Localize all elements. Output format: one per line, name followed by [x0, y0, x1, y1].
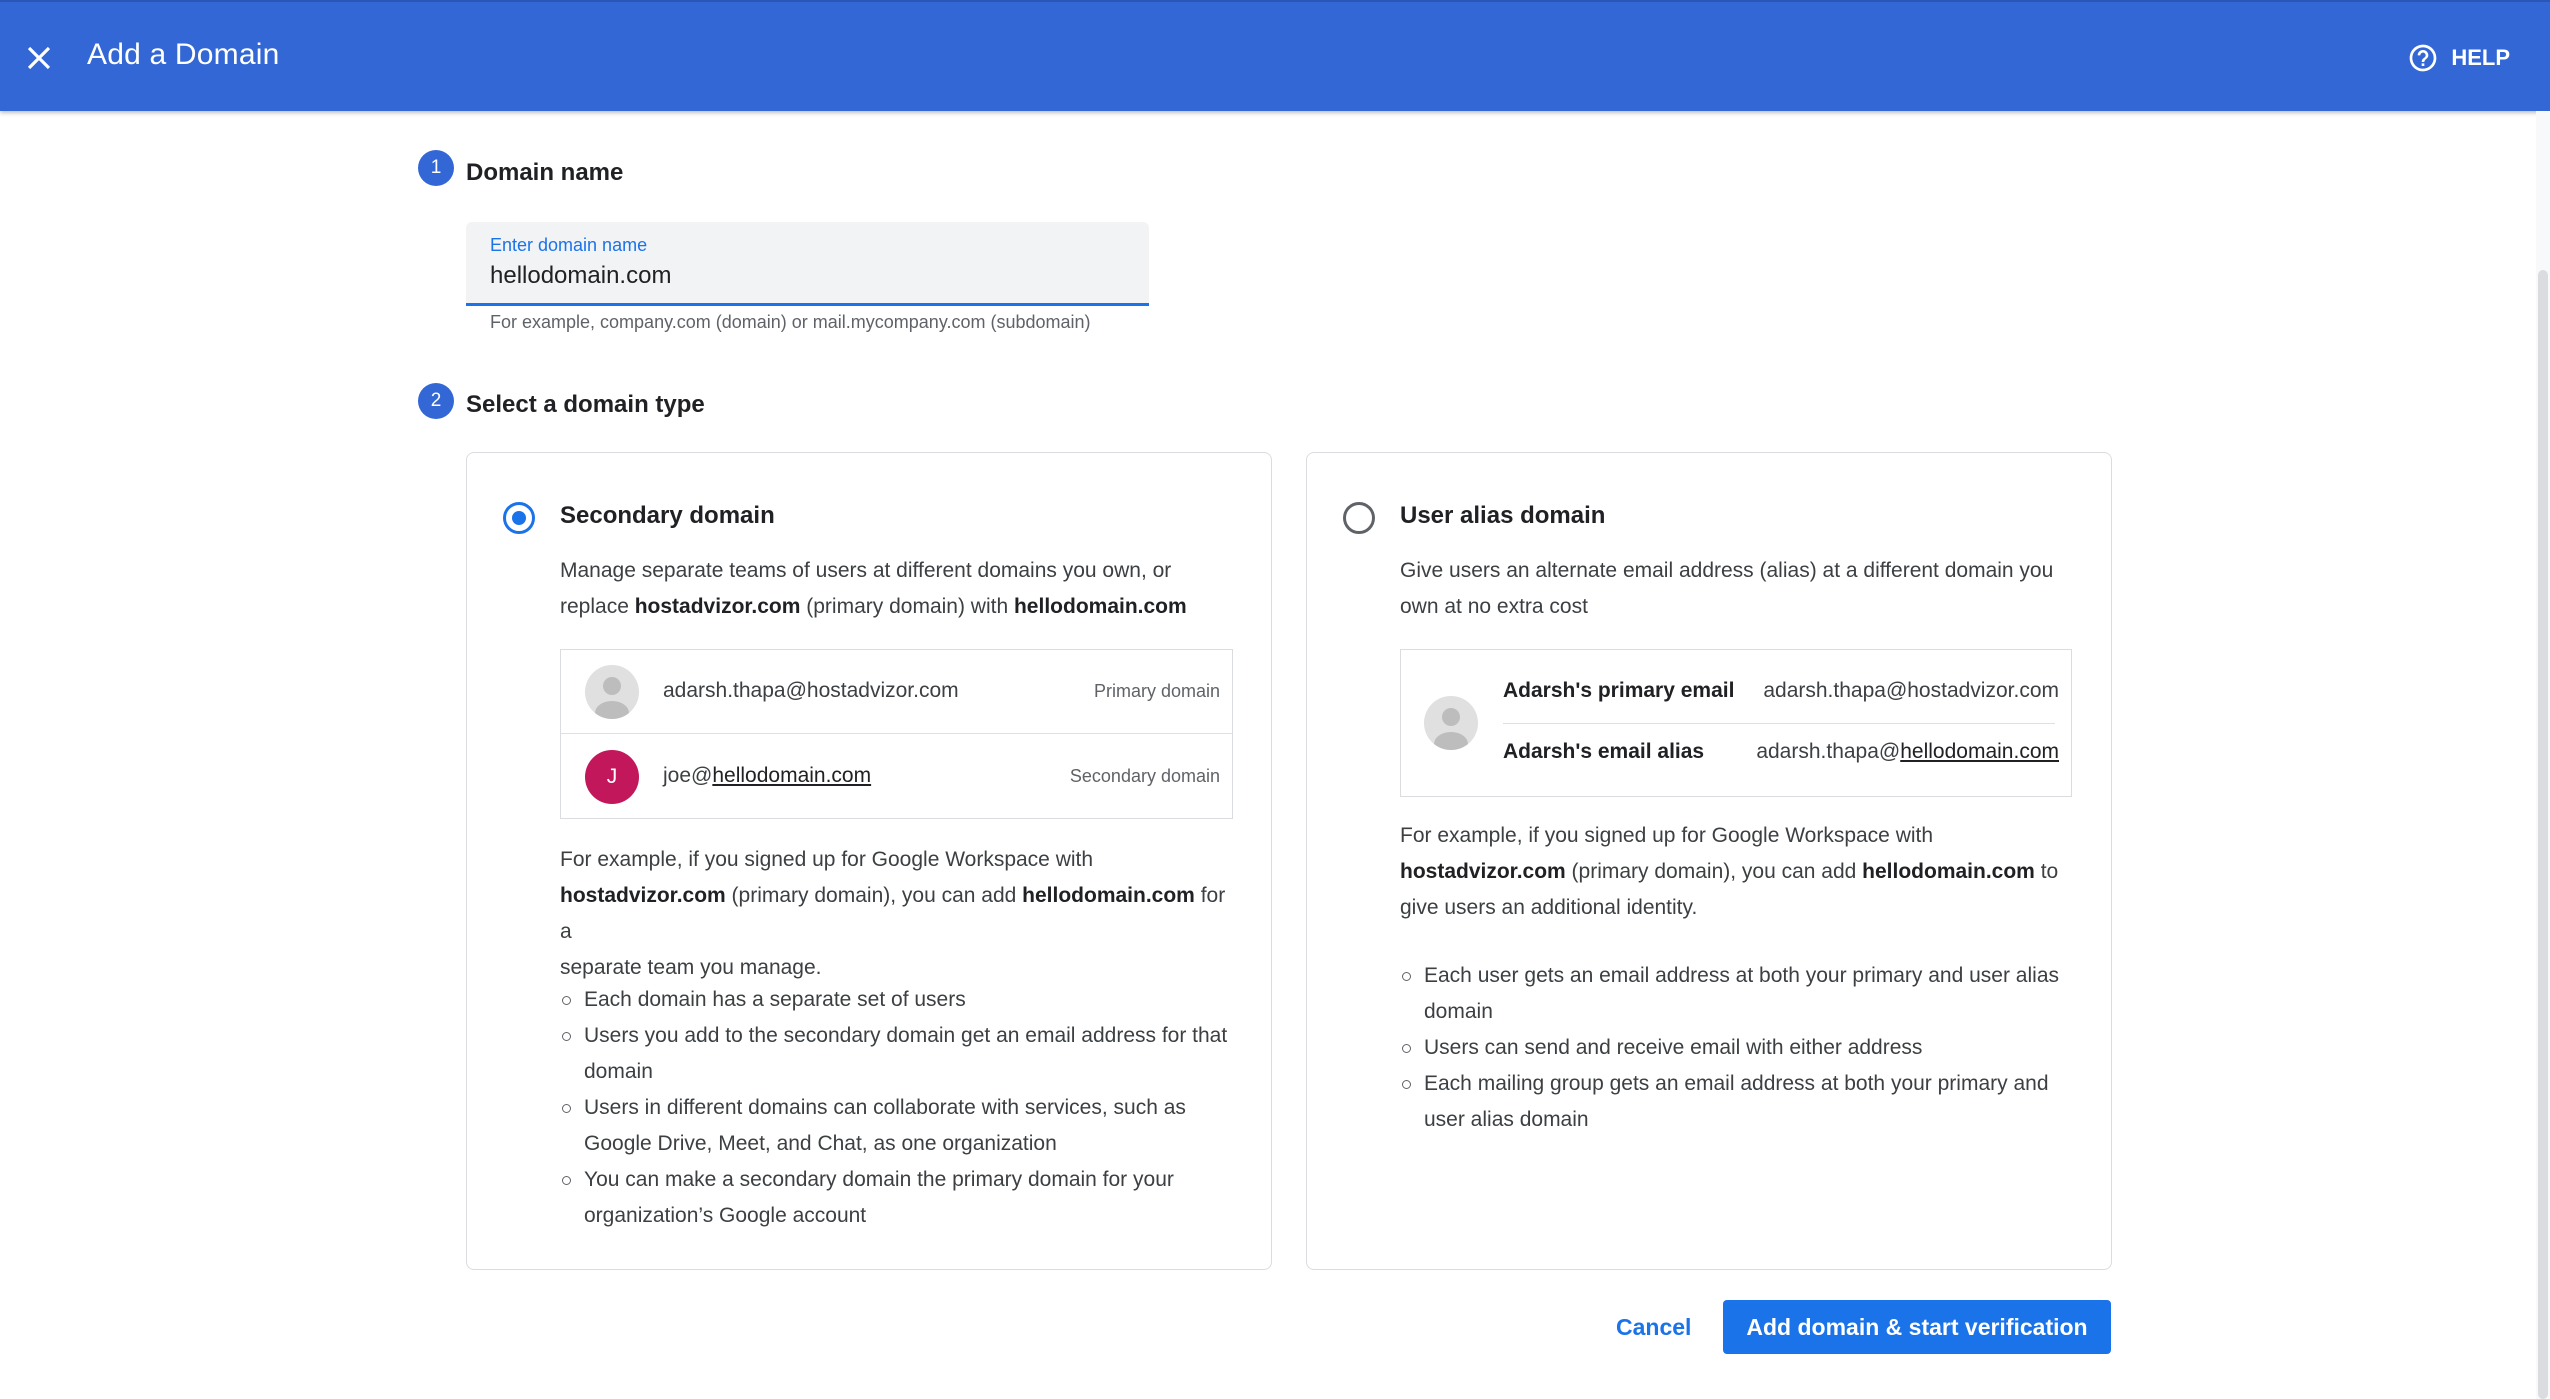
secondary-domain-title: Secondary domain [560, 502, 775, 529]
help-button[interactable] [2407, 40, 2510, 76]
user-alias-domain-title: User alias domain [1400, 502, 1606, 529]
avatar [585, 665, 639, 719]
primary-domain-tag: Primary domain [1093, 681, 1220, 701]
primary-email-label: Adarsh's primary email [1503, 679, 1735, 702]
domain-name-input[interactable] [490, 260, 1120, 292]
example-row-secondary [561, 735, 1232, 819]
user-alias-domain-radio[interactable] [1343, 502, 1375, 534]
domain-name-field[interactable] [466, 222, 1149, 306]
list-item: Users you add to the secondary domain get an email address for that domain [560, 1018, 1250, 1090]
domain-name-label: Enter domain name [490, 235, 648, 255]
example-primary-email: adarsh.thapa@hostadvizor.com [663, 679, 959, 702]
avatar-j: J [585, 750, 639, 804]
step-1-title: Domain name [466, 159, 624, 186]
secondary-domain-radio[interactable] [503, 502, 535, 534]
secondary-example-box [560, 649, 1233, 819]
close-icon [20, 39, 58, 77]
help-circle-icon [2407, 42, 2439, 74]
person-icon [1424, 696, 1478, 750]
step-2-badge: 2 [418, 383, 454, 419]
secondary-domain-tag: Secondary domain [1069, 766, 1220, 786]
help-label: HELP [2451, 45, 2510, 70]
cancel-button[interactable]: Cancel [1616, 1313, 1692, 1340]
example-secondary-email: joe@hellodomain.com [663, 764, 872, 787]
close-button[interactable] [20, 39, 58, 77]
secondary-bullet-list [560, 982, 1250, 1234]
add-domain-button[interactable]: Add domain & start verification [1723, 1300, 2111, 1354]
primary-email-value: adarsh.thapa@hostadvizor.com [1763, 679, 2059, 702]
user-alias-domain-card[interactable] [1306, 452, 2112, 1270]
secondary-example-text: For example, if you signed up for Google Workspace with hostadvizor.com (primary domain), you can add hellodomain.com for a separate team you manage. [560, 848, 1226, 979]
secondary-domain-card[interactable] [466, 452, 1272, 1270]
app-header [0, 0, 2550, 111]
divider [1503, 723, 2055, 724]
email-alias-label: Adarsh's email alias [1503, 740, 1705, 763]
scrollbar-thumb[interactable] [2538, 270, 2548, 1399]
avatar [1424, 696, 1478, 750]
list-item: You can make a secondary domain the primary domain for your organization’s Google account [560, 1162, 1250, 1234]
alias-example-text: For example, if you signed up for Google Workspace with hostadvizor.com (primary domain), you can add hellodomain.com to give users an additional identity. [1400, 824, 2059, 919]
example-row-primary [561, 650, 1232, 734]
alias-bullet-list [1400, 958, 2070, 1138]
list-item: Users can send and receive email with either address [1400, 1030, 2070, 1066]
domain-name-hint: For example, company.com (domain) or mail.mycompany.com (subdomain) [490, 312, 1091, 332]
secondary-domain-description: Manage separate teams of users at different domains you own, or replace hostadvizor.com (primary domain) with hellodomain.com [560, 559, 1187, 618]
list-item: Each mailing group gets an email address at both your primary and user alias domain [1400, 1066, 2070, 1138]
user-alias-domain-description: Give users an alternate email address (alias) at a different domain you own at no extra cost [1400, 559, 2054, 618]
alias-example-box [1400, 649, 2072, 797]
list-item: Each domain has a separate set of users [560, 982, 1250, 1018]
step-2-title: Select a domain type [466, 391, 705, 418]
list-item: Each user gets an email address at both your primary and user alias domain [1400, 958, 2070, 1030]
email-alias-value: adarsh.thapa@hellodomain.com [1756, 740, 2059, 763]
person-icon [585, 665, 639, 719]
list-item: Users in different domains can collaborate with services, such as Google Drive, Meet, and Chat, as one organization [560, 1090, 1250, 1162]
page-title: Add a Domain [87, 38, 280, 71]
step-1-badge: 1 [418, 150, 454, 186]
